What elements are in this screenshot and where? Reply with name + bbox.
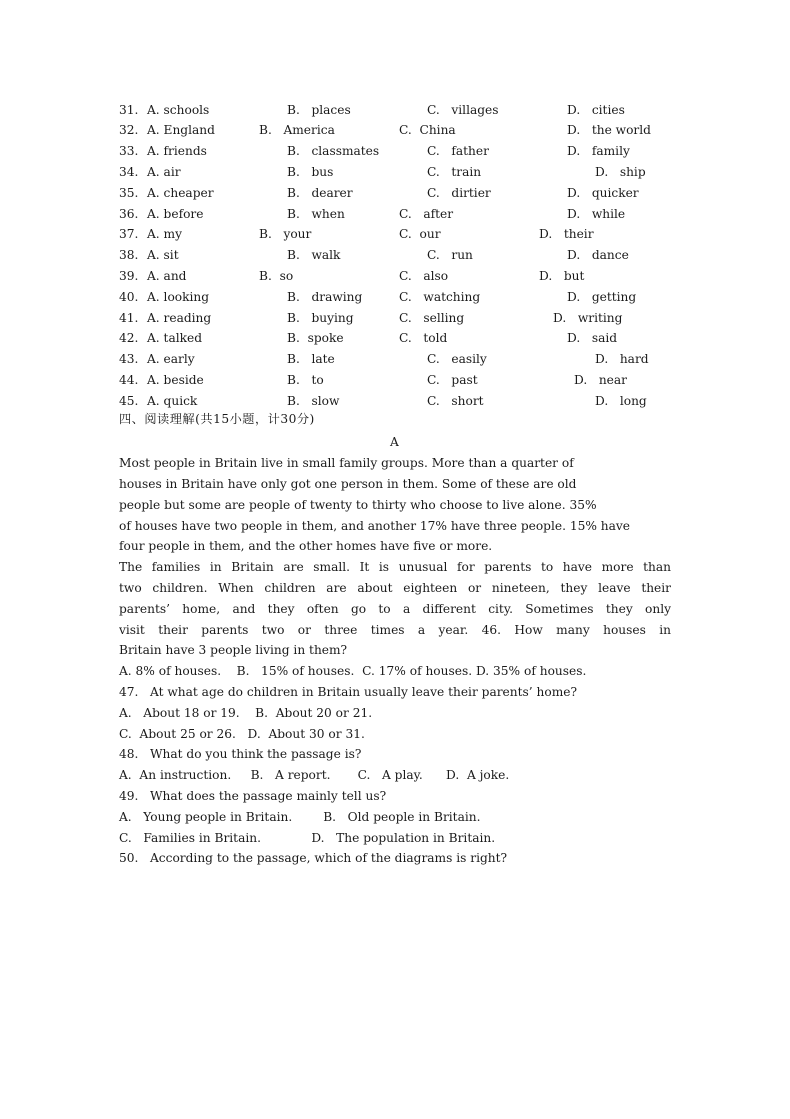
- cloze-item: [0, 268, 790, 286]
- option-a: A. beside: [147, 373, 204, 387]
- passage-line: parents’ home, and they often go to a different city. Sometimes they only: [119, 602, 671, 616]
- option-b: B. buying: [287, 311, 354, 325]
- question-47: 47. At what age do children in Britain usually leave their parents’ home?: [119, 685, 577, 699]
- item-number: 38.: [119, 248, 139, 262]
- cloze-item: [0, 226, 790, 244]
- passage-line: two children. When children are about eighteen or nineteen, they leave their: [119, 581, 671, 595]
- cloze-item: [0, 122, 790, 140]
- option-b: B. your: [259, 227, 312, 241]
- option-a: A. before: [147, 207, 204, 221]
- option-d: D. their: [539, 227, 594, 241]
- option-d: D. the world: [567, 123, 651, 137]
- question-47-options: A. About 18 or 19. B. About 20 or 21.: [119, 706, 373, 720]
- cloze-item: [0, 164, 790, 182]
- option-b: B. drawing: [287, 290, 363, 304]
- option-c: C. dirtier: [427, 186, 491, 200]
- passage-line: of houses have two people in them, and another 17% have three people. 15% have: [119, 519, 631, 533]
- option-a: A. schools: [147, 103, 210, 117]
- question-49-options: C. Families in Britain. D. The population in Britain.: [119, 831, 496, 845]
- option-d: D. writing: [553, 311, 623, 325]
- option-d: D. but: [539, 269, 585, 283]
- option-c: C. after: [399, 207, 454, 221]
- option-b: B. late: [287, 352, 335, 366]
- cloze-item: [0, 393, 790, 411]
- passage-line: people but some are people of twenty to thirty who choose to live alone. 35%: [119, 498, 597, 512]
- option-b: B. so: [259, 269, 294, 283]
- option-d: D. ship: [595, 165, 646, 179]
- option-c: C. told: [399, 331, 448, 345]
- option-d: D. long: [595, 394, 647, 408]
- question-46: Britain have 3 people living in them?: [119, 643, 348, 657]
- passage-line: houses in Britain have only got one person in them. Some of these are old: [119, 477, 577, 491]
- passage-label: A: [390, 435, 399, 449]
- item-number: 43.: [119, 352, 139, 366]
- cloze-item: [0, 310, 790, 328]
- option-a: A. friends: [147, 144, 207, 158]
- option-c: C. run: [427, 248, 473, 262]
- question-46-options: A. 8% of houses. B. 15% of houses. C. 17% of houses. D. 35% of houses.: [119, 664, 587, 678]
- cloze-item: [0, 247, 790, 265]
- option-c: C. easily: [427, 352, 487, 366]
- cloze-item: [0, 185, 790, 203]
- option-c: C. train: [427, 165, 482, 179]
- option-b: B. slow: [287, 394, 340, 408]
- option-c: C. also: [399, 269, 449, 283]
- item-number: 40.: [119, 290, 139, 304]
- option-a: A. quick: [147, 394, 198, 408]
- option-c: C. father: [427, 144, 489, 158]
- option-c: C. villages: [427, 103, 499, 117]
- cloze-item: [0, 351, 790, 369]
- option-a: A. looking: [147, 290, 210, 304]
- section-heading: 四、阅读理解(共15小题，计30分): [119, 412, 315, 426]
- option-b: B. bus: [287, 165, 334, 179]
- question-50: 50. According to the passage, which of the diagrams is right?: [119, 851, 508, 865]
- option-a: A. cheaper: [147, 186, 214, 200]
- item-number: 34.: [119, 165, 139, 179]
- option-b: B. dearer: [287, 186, 353, 200]
- item-number: 36.: [119, 207, 139, 221]
- option-c: C. our: [399, 227, 441, 241]
- item-number: 41.: [119, 311, 139, 325]
- passage-line: visit their parents two or three times a year. 46. How many houses in: [119, 623, 671, 637]
- option-c: C. past: [427, 373, 478, 387]
- option-b: B. when: [287, 207, 345, 221]
- option-c: C. China: [399, 123, 456, 137]
- option-d: D. dance: [567, 248, 629, 262]
- passage-line: four people in them, and the other homes have five or more.: [119, 539, 493, 553]
- option-d: D. near: [574, 373, 627, 387]
- option-a: A. sit: [147, 248, 179, 262]
- item-number: 33.: [119, 144, 139, 158]
- option-d: D. while: [567, 207, 626, 221]
- item-number: 31.: [119, 103, 139, 117]
- question-48: 48. What do you think the passage is?: [119, 747, 362, 761]
- option-b: B. to: [287, 373, 324, 387]
- item-number: 32.: [119, 123, 139, 137]
- option-a: A. talked: [147, 331, 203, 345]
- cloze-item: [0, 143, 790, 161]
- option-a: A. air: [147, 165, 181, 179]
- option-b: B. classmates: [287, 144, 380, 158]
- item-number: 35.: [119, 186, 139, 200]
- question-47-options: C. About 25 or 26. D. About 30 or 31.: [119, 727, 365, 741]
- option-a: A. and: [147, 269, 187, 283]
- item-number: 44.: [119, 373, 139, 387]
- passage-line: The families in Britain are small. It is unusual for parents to have more than: [119, 560, 671, 574]
- option-a: A. England: [147, 123, 215, 137]
- cloze-item: [0, 206, 790, 224]
- option-d: D. family: [567, 144, 630, 158]
- option-b: B. walk: [287, 248, 341, 262]
- option-a: A. my: [147, 227, 182, 241]
- cloze-item: [0, 372, 790, 390]
- option-b: B. places: [287, 103, 351, 117]
- option-a: A. reading: [147, 311, 212, 325]
- item-number: 37.: [119, 227, 139, 241]
- option-c: C. short: [427, 394, 484, 408]
- question-49: 49. What does the passage mainly tell us?: [119, 789, 387, 803]
- option-d: D. hard: [595, 352, 649, 366]
- item-number: 45.: [119, 394, 139, 408]
- option-c: C. selling: [399, 311, 465, 325]
- option-a: A. early: [147, 352, 195, 366]
- option-c: C. watching: [399, 290, 481, 304]
- cloze-item: [0, 289, 790, 307]
- passage-line: Most people in Britain live in small family groups. More than a quarter of: [119, 456, 574, 470]
- question-49-options: A. Young people in Britain. B. Old people in Britain.: [119, 810, 481, 824]
- option-b: B. spoke: [287, 331, 344, 345]
- question-48-options: A. An instruction. B. A report. C. A play. D. A joke.: [119, 768, 510, 782]
- item-number: 39.: [119, 269, 139, 283]
- option-d: D. cities: [567, 103, 625, 117]
- cloze-item: [0, 102, 790, 120]
- option-d: D. getting: [567, 290, 637, 304]
- cloze-item: [0, 330, 790, 348]
- option-d: D. said: [567, 331, 618, 345]
- option-b: B. America: [259, 123, 335, 137]
- option-d: D. quicker: [567, 186, 639, 200]
- item-number: 42.: [119, 331, 139, 345]
